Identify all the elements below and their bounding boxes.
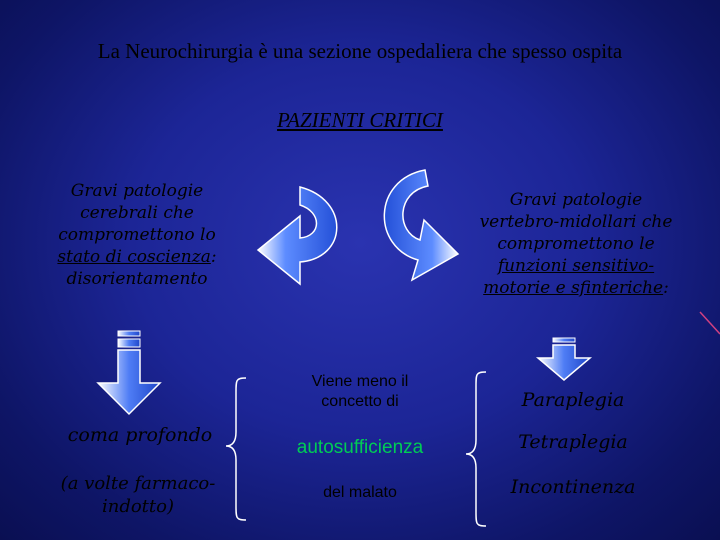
- right-line-5-text: motorie e sfinteriche: [483, 278, 664, 298]
- left-outcome-2-line-2: indotto): [101, 496, 175, 517]
- right-brace-icon: [466, 372, 486, 526]
- left-outcome-1: coma profondo: [67, 424, 213, 446]
- right-line-5: [448, 277, 704, 299]
- right-line-1: Gravi patologie: [509, 190, 643, 210]
- left-line-1: Gravi patologie: [70, 181, 204, 201]
- slide-title: La Neurochirurgia è una sezione ospedaliera che spesso ospita: [97, 39, 623, 63]
- center-line-3: del malato: [323, 484, 397, 501]
- right-line-2: vertebro-midollari che: [479, 212, 673, 232]
- left-line-4-text: stato di coscienza: [57, 247, 211, 267]
- right-line-4: funzioni sensitivo-: [497, 256, 655, 276]
- left-line-4-colon: :: [210, 247, 217, 267]
- right-line-5-colon: :: [663, 278, 669, 298]
- center-line-1: Viene meno il: [311, 373, 409, 390]
- left-outcome-2-line-1: (a volte farmaco-: [60, 473, 216, 494]
- right-line-3: compromettono le: [497, 234, 655, 254]
- left-line-2: cerebrali che: [80, 203, 194, 223]
- right-description: [448, 189, 704, 299]
- down-arrow-right-icon: [538, 338, 590, 380]
- left-line-3: compromettono lo: [58, 225, 216, 245]
- condition-incontinenza: Incontinenza: [510, 476, 636, 498]
- left-outcome-2: [28, 472, 248, 518]
- left-line-4: [22, 246, 252, 268]
- center-description: [270, 372, 450, 412]
- center-line-2: concetto di: [321, 393, 399, 410]
- decorative-line: [700, 312, 720, 334]
- curved-arrow-right-icon: [384, 170, 458, 280]
- condition-paraplegia: Paraplegia: [521, 389, 625, 411]
- left-description: [22, 180, 252, 290]
- curved-arrow-left-icon: [258, 187, 337, 284]
- left-line-5: disorientamento: [66, 269, 208, 289]
- down-arrow-left-icon: [98, 331, 160, 414]
- slide-subtitle: PAZIENTI CRITICI: [277, 108, 443, 132]
- condition-tetraplegia: Tetraplegia: [518, 431, 628, 453]
- center-keyword: autosufficienza: [296, 437, 424, 458]
